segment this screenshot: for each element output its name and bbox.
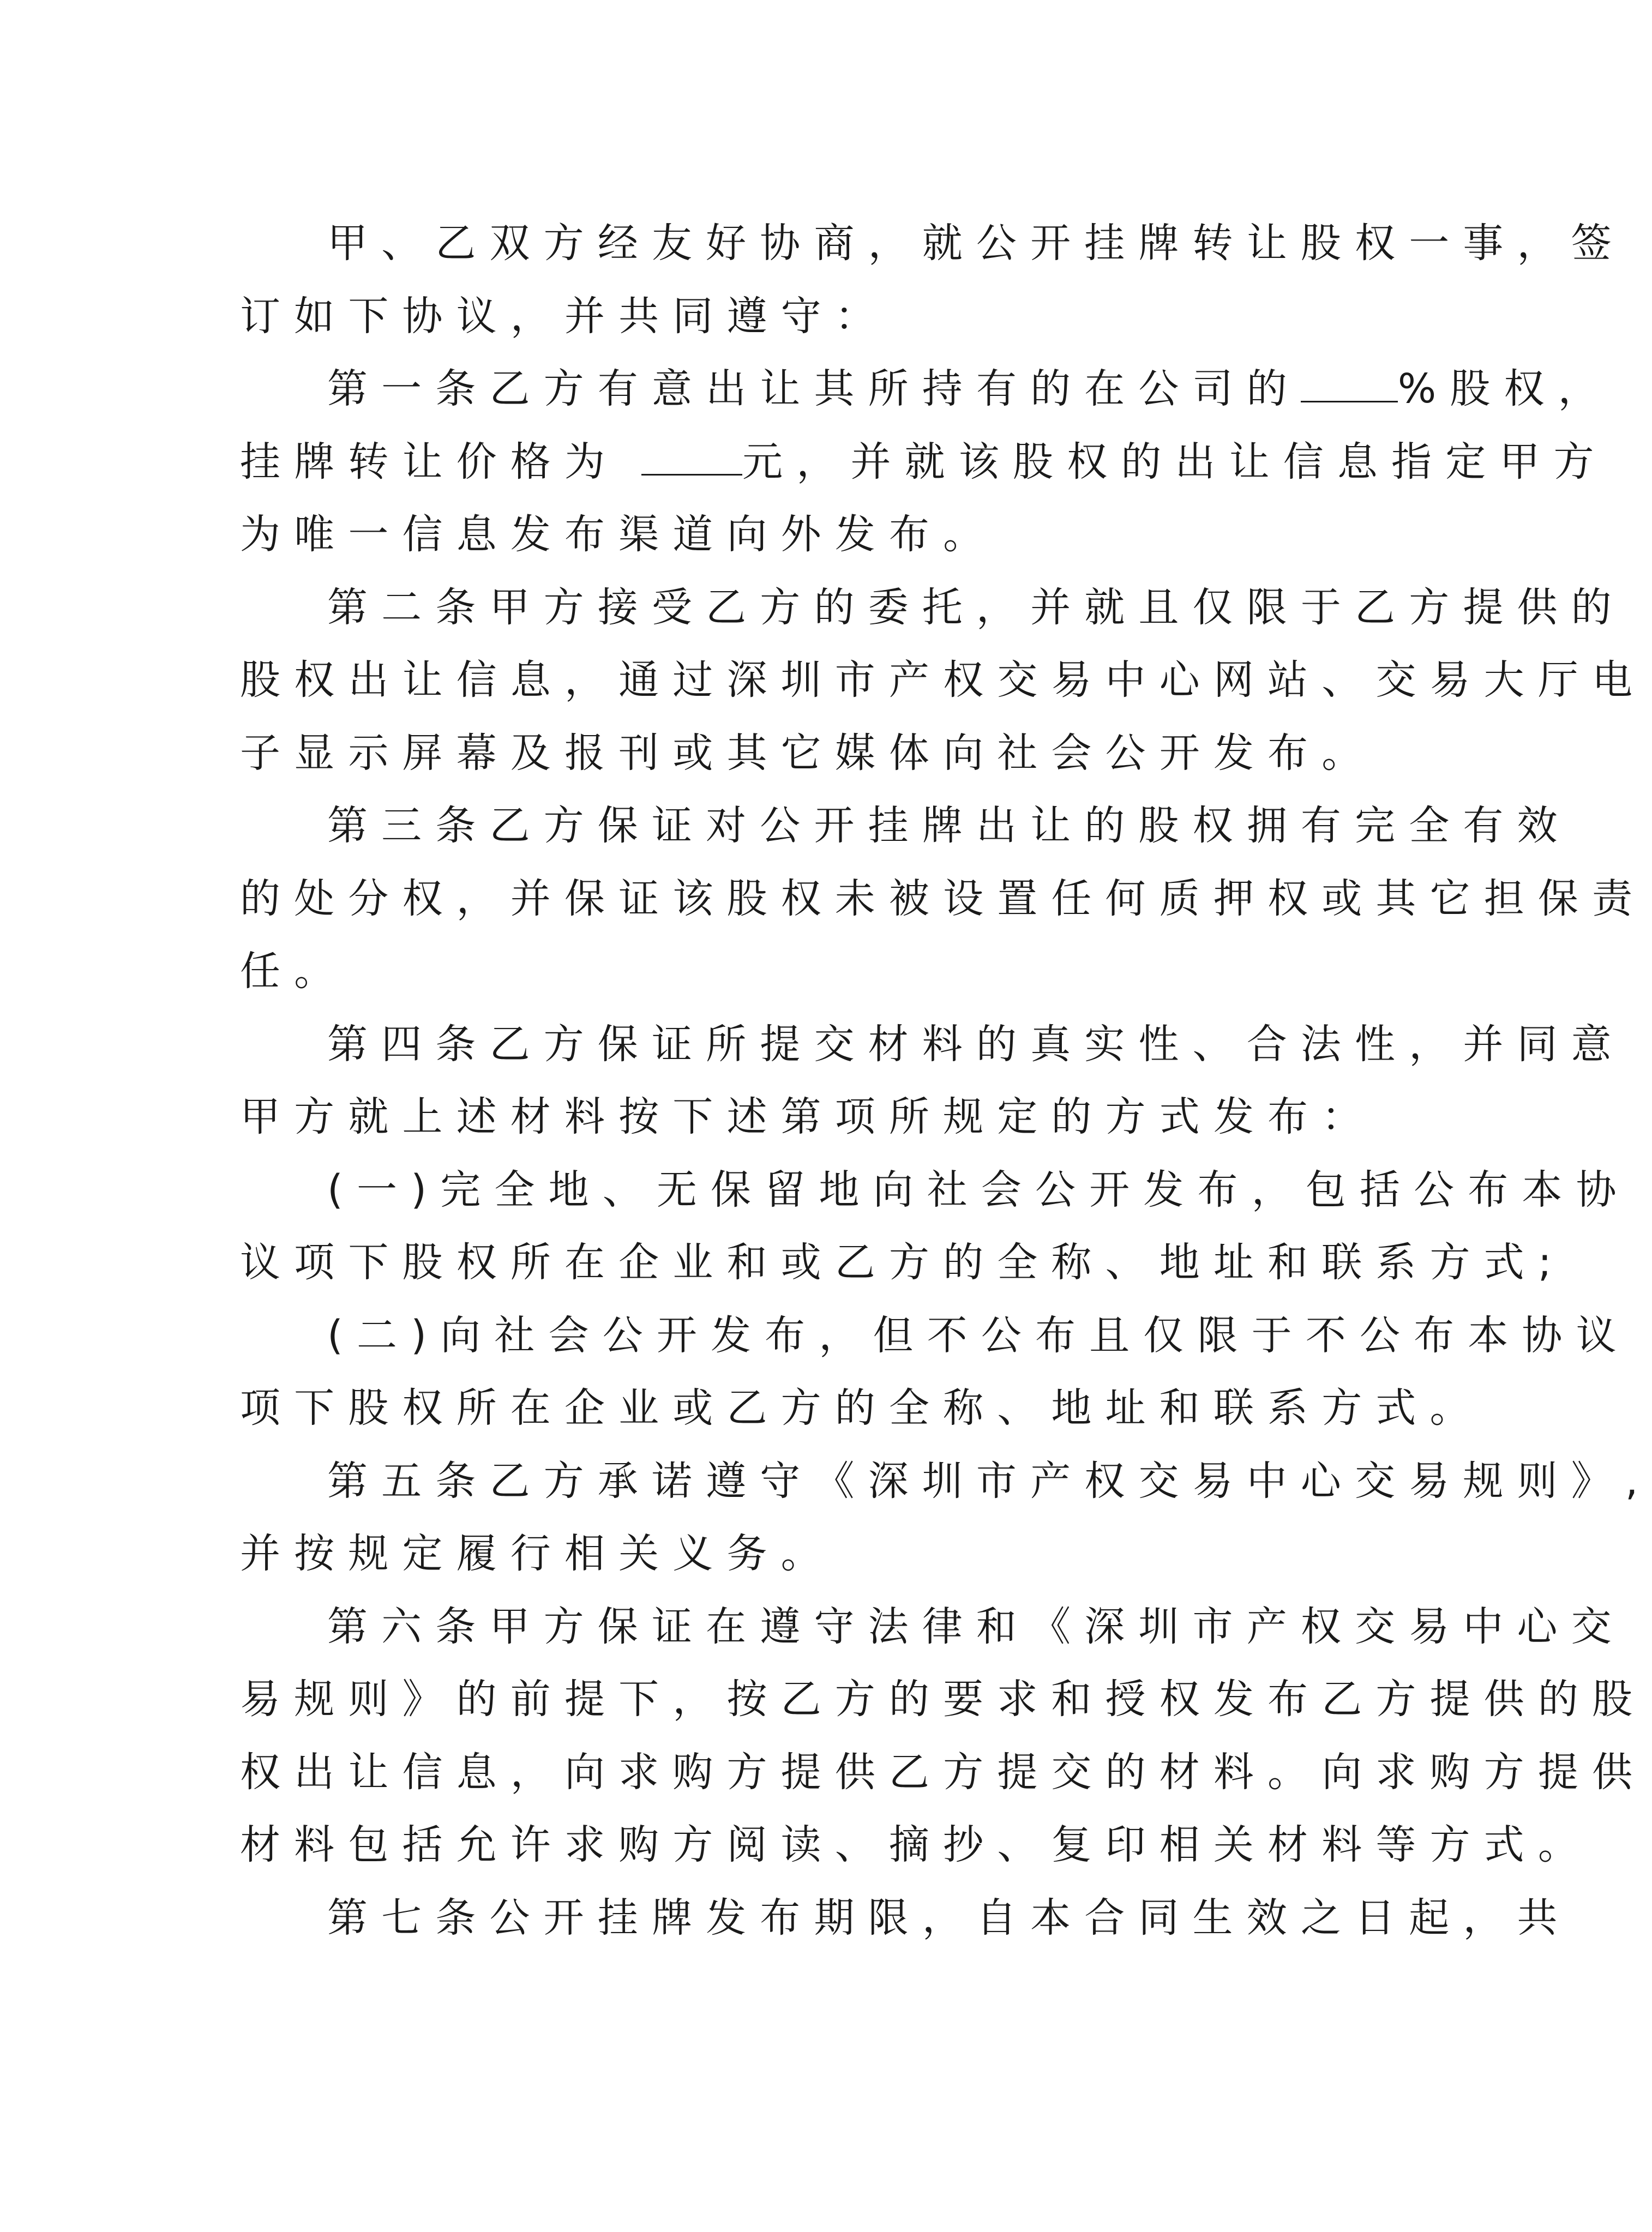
item-1-line-1: (一)完全地、无保留地向社会公开发布，包括公布本协 [327, 1166, 1630, 1213]
article-5-line-1: 第五条乙方承诺遵守《深圳市产权交易中心交易规则》, [327, 1458, 1652, 1505]
article-1-text-b: %股权， [1397, 365, 1612, 412]
article-6-line-2: 易规则》的前提下，按乙方的要求和授权发布乙方提供的股 [240, 1676, 1647, 1723]
article-3-line-2: 的处分权，并保证该股权未被设置任何质押权或其它担保责 [240, 875, 1647, 922]
article-2-line-3: 子显示屏幕及报刊或其它媒体向社会公开发布。 [240, 730, 1376, 777]
article-7-line-1: 第七条公开挂牌发布期限，自本合同生效之日起，共 [327, 1894, 1571, 1941]
article-2-line-1: 第二条甲方接受乙方的委托，并就且仅限于乙方提供的 [327, 584, 1625, 631]
article-3-line-3: 任。 [240, 948, 349, 995]
article-2-line-2: 股权出让信息，通过深圳市产权交易中心网站、交易大厅电 [240, 657, 1647, 703]
article-1-text-d: 元，并就该股权的出让信息指定甲方 [742, 438, 1608, 485]
item-1-line-2: 议项下股权所在企业和或乙方的全称、地址和联系方式; [240, 1239, 1565, 1286]
article-4-line-1: 第四条乙方保证所提交材料的真实性、合法性，并同意 [327, 1021, 1625, 1068]
article-6-line-3: 权出让信息，向求购方提供乙方提交的材料。向求购方提供 [240, 1749, 1647, 1796]
article-1-line-1 [327, 363, 1612, 415]
article-6-line-4: 材料包括允许求购方阅读、摘抄、复印相关材料等方式。 [240, 1821, 1592, 1868]
article-5-line-2: 并按规定履行相关义务。 [240, 1530, 835, 1577]
price-blank [641, 441, 742, 476]
share-percentage-blank [1301, 368, 1398, 402]
paragraph-intro-line-2: 订如下协议，并共同遵守： [240, 293, 889, 340]
article-3-line-1: 第三条乙方保证对公开挂牌出让的股权拥有完全有效 [327, 802, 1571, 849]
article-1-text-a: 第一条乙方有意出让其所持有的在公司的 [327, 365, 1301, 412]
article-1-text-c: 挂牌转让价格为 [240, 438, 619, 485]
article-1-line-2 [240, 436, 1608, 488]
article-6-line-1: 第六条甲方保证在遵守法律和《深圳市产权交易中心交 [327, 1603, 1625, 1650]
article-4-line-2: 甲方就上述材料按下述第项所规定的方式发布： [240, 1093, 1376, 1140]
item-2-line-2: 项下股权所在企业或乙方的全称、地址和联系方式。 [240, 1385, 1484, 1431]
paragraph-intro-line-1: 甲、乙双方经友好协商，就公开挂牌转让股权一事，签 [327, 220, 1625, 267]
article-1-line-3: 为唯一信息发布渠道向外发布。 [240, 511, 998, 558]
item-2-line-1: (二)向社会公开发布，但不公布且仅限于不公布本协议 [327, 1312, 1630, 1359]
